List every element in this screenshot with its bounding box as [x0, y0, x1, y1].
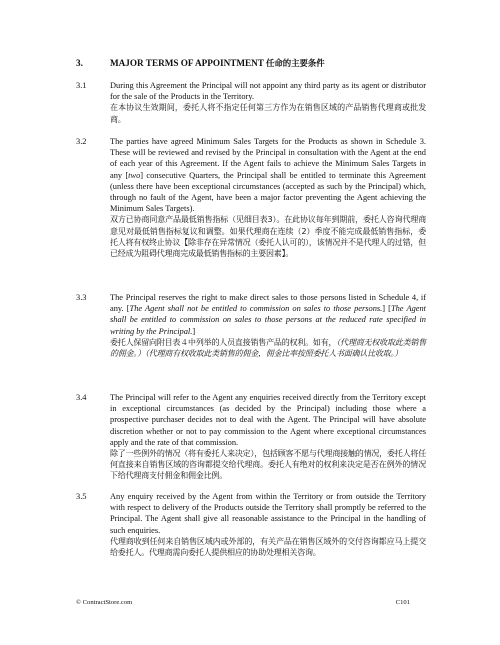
- section-heading: [76, 57, 436, 69]
- clause-text-cn: 代理商收到任何来自销售区域内或外部的，有关产品在销售区域外的交付咨询都应马上提交给委托人。代理商需向委托人提供相应的协助处理相关咨询。: [110, 536, 426, 558]
- clause-body: [110, 136, 426, 259]
- clause-number: 3.3: [76, 293, 87, 302]
- clause-text-cn: 在本协议生效期间，委托人将不指定任何第三方作为在销售区域的产品销售代理商或批发商。: [110, 103, 426, 124]
- section-number: 3.: [76, 58, 83, 68]
- clause-text-en: [110, 136, 426, 214]
- clause-body: [110, 292, 426, 359]
- clause-body: [110, 491, 426, 558]
- clause-text-cn: 双方已协商同意产品最低销售指标（见细目表3）。在此协议每年到期前，委托人咨询代理商意见对最低销售指标复议和调整。如果代理商在连续（2）季度不能完成最低销售指标，委托人将有权终止协议【除非存在异常情况（委托人认可的），该情况并不是代理人的过错，但已经成为阻碍代理商完成最低销售指标的主要因素】。: [110, 215, 426, 259]
- clause-text-cn-italic: （代理商无权收取此类销售的佣金。）（代理商有权收取此类销售的佣金，佣金比率按照委托人书面确认比收取。）: [110, 337, 426, 359]
- clause-body: [110, 80, 426, 125]
- clause-text-en-part: ]: [192, 326, 196, 336]
- clause-text-en: Any enquiry received by the Agent from within the Territory or from outside the Territory with respect to delivery of the Products outside the Territory shall promptly be referred to the Principal. The Agent shall give all reasonable assistance to the Principal in the handling of such enquiries.: [110, 492, 426, 535]
- clause-text-en-part: ] [: [382, 304, 391, 314]
- clause-number: 3.4: [76, 393, 87, 402]
- clause-text-en-italic: The Agent shall not be entitled to commission on sales to those persons.: [129, 304, 383, 314]
- clause-text-en-part: ] consecutive Quarters, the Principal shall be entitled to terminate this Agreement (unless there have been exceptional circumstances (accepted as such by the Principal) which, through no fault of the Agent, have been a major factor preventing the Agent achieving the Minimum Sales Targets).: [110, 170, 426, 214]
- clause-text-en-italic: two: [128, 170, 141, 180]
- clause-text-en: During this Agreement the Principal will not appoint any third party as its agent or distributor for the sale of the Products in the Territory.: [110, 81, 426, 102]
- clause-body: [110, 392, 426, 482]
- clause-text-en-part: The Principal reserves the right to make direct sales to those persons listed in Schedule 4, if any. [: [110, 293, 426, 314]
- clause-text-en-italic: The Agent shall be entitled to commission on sales to those persons at the reduced rate specified in writing by the Principal.: [110, 304, 427, 336]
- clause-number: 3.5: [76, 492, 87, 501]
- clause-text-en: The Principal will refer to the Agent any enquiries received directly from the Territory except in exceptional circumstances (as decided by the Principal) including those where a prospective purchaser decides not to deal with the Agent. The Principal will have absolute discretion whether or not to pay commission to the Agent where exceptional circumstances apply and the rate of that commission.: [110, 393, 426, 447]
- section-title-cn: 任命的主要条件: [266, 58, 325, 68]
- clause-number: 3.1: [76, 81, 87, 90]
- clause-number: 3.2: [76, 137, 87, 146]
- clause-text-cn: [110, 337, 426, 359]
- clause-text-cn: 除了一些例外的情况（将有委托人来决定），包括顾客不愿与代理商接触的情况，委托人将任何直接来自销售区域的咨询都提交给代理商。委托人有绝对的权利来决定是否在例外的情况下给代理商支付佣金和佣金比例。: [110, 449, 426, 481]
- clause-text-en-part: The parties have agreed Minimum Sales Targets for the Products as shown in Schedule 3. These will be reviewed and revised by the Principal in consultation with the Agent at the end of each year of this Agreement. If the Agent fails to achieve the Minimum Sales Targets in any [: [110, 137, 426, 180]
- footer-document-code: C101: [395, 599, 410, 606]
- footer-copyright: © ContractStore.com: [76, 599, 133, 606]
- section-title: MAJOR TERMS OF APPOINTMENT: [110, 58, 264, 68]
- clause-text-cn-part: 委托人保留向附目表４中列举的人员直接销售产品的权利。如有，: [110, 337, 337, 347]
- clause-text-en: [110, 292, 426, 337]
